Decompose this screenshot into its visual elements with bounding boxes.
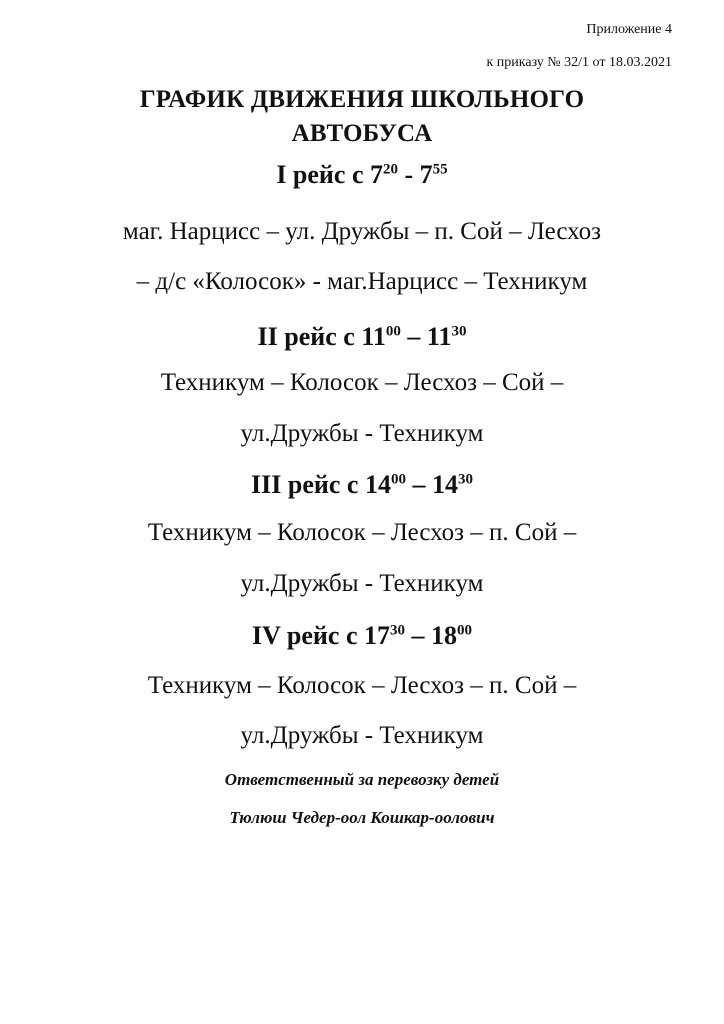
trip-2-label: II рейс с — [257, 322, 355, 351]
trip-2-route-line-2: ул.Дружбы - Техникум — [240, 420, 484, 447]
trip-4-end-hour: 18 — [431, 621, 457, 650]
trip-3-route-line-2: ул.Дружбы - Техникум — [240, 570, 484, 597]
trip-1-route-line-1: маг. Нарцисс – ул. Дружбы – п. Сой – Лесхоз — [122, 218, 602, 245]
trip-3-separator: – — [412, 470, 426, 499]
trip-2-end-hour: 11 — [426, 322, 452, 351]
trip-3-label: III рейс с — [251, 470, 359, 499]
trip-3-start-min: 00 — [390, 471, 406, 488]
trip-4-heading — [0, 621, 724, 651]
responsible-caption: Ответственный за перевозку детей — [224, 770, 500, 789]
trip-4-start-min: 30 — [390, 622, 405, 639]
trip-4-route-line-1: Техникум – Колосок – Лесхоз – п. Сой – — [147, 672, 577, 699]
trip-3-start-hour: 14 — [364, 470, 391, 499]
trip-2-start-hour: 11 — [361, 322, 386, 351]
trip-2-heading — [0, 322, 724, 352]
trip-4-label: IV рейс с — [252, 621, 358, 650]
trip-4-route-line-2: ул.Дружбы - Техникум — [240, 722, 484, 749]
trip-4-separator: – — [411, 621, 425, 650]
trip-4-start-hour: 17 — [364, 621, 390, 650]
trip-3-route-line-1: Техникум – Колосок – Лесхоз – п. Сой – — [147, 519, 577, 546]
trip-3-end-min: 30 — [457, 471, 473, 488]
trip-1-start-hour: 7 — [370, 160, 383, 189]
appendix-label: Приложение 4 — [586, 22, 672, 37]
trip-2-start-min: 00 — [385, 323, 401, 340]
trip-1-end-hour: 7 — [419, 160, 433, 189]
responsible-name: Тюлюш Чедер-оол Кошкар-оолович — [229, 808, 495, 827]
trip-1-label: I рейс с — [276, 160, 364, 189]
trip-1-end-min: 55 — [432, 161, 448, 178]
trip-1-route-line-2: – д/с «Колосок» - маг.Нарцисс – Техникум — [136, 268, 588, 295]
trip-1-start-min: 20 — [383, 161, 398, 178]
trip-3-end-hour: 14 — [431, 470, 458, 499]
trip-2-end-min: 30 — [451, 323, 467, 340]
trip-4-end-min: 00 — [457, 622, 472, 639]
document-title-line2: АВТОБУСА — [291, 120, 433, 147]
trip-2-separator: – — [407, 322, 421, 351]
trip-3-heading — [0, 470, 724, 500]
trip-1-heading — [0, 160, 724, 190]
trip-1-separator: - — [404, 160, 414, 189]
order-reference: к приказу № 32/1 от 18.03.2021 — [486, 55, 672, 70]
trip-2-route-line-1: Техникум – Колосок – Лесхоз – Сой – — [160, 369, 564, 396]
document-title-line1: ГРАФИК ДВИЖЕНИЯ ШКОЛЬНОГО — [139, 86, 585, 113]
